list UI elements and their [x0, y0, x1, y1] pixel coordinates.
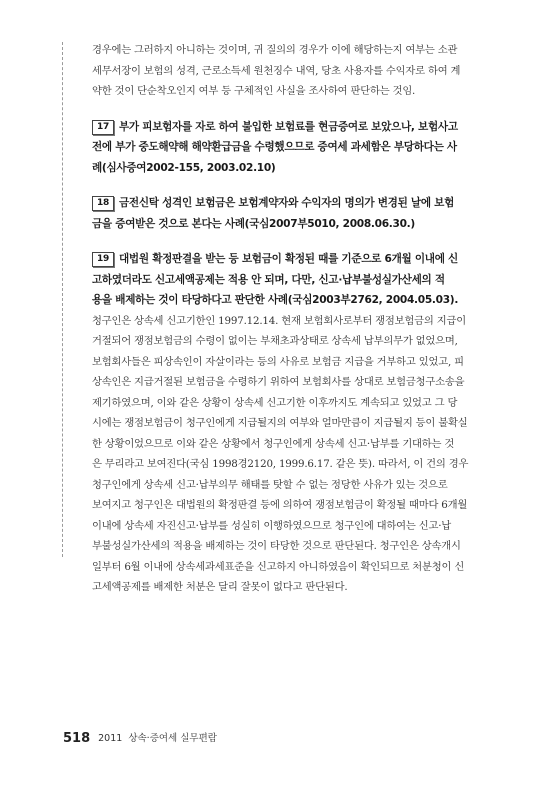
heading-line: 금을 증여받은 것으로 본다는 사례(국심2007부5010, 2008.06.30.): [92, 217, 415, 230]
heading-line: 례(심사증여2002-155, 2003.02.10): [92, 161, 276, 174]
text-line: 상속인은 지급거절된 보험금을 수령하기 위하여 보험회사를 상대로 보험금청구소송을: [92, 376, 465, 388]
text-line: 제기하였으며, 이와 같은 상황이 상속세 신고기한 이후까지도 계속되고 있었고 그 당: [92, 396, 458, 409]
heading-line: 전에 부가 중도해약해 해약환급금을 수령했으므로 증여세 과세함은 부당하다는 사: [92, 141, 457, 153]
case-18: [92, 193, 485, 234]
case-number-box: 17: [92, 120, 114, 135]
text-line: 경우에는 그러하지 아니하는 것이며, 귀 질의의 경우가 이에 해당하는지 여부는 소관: [92, 44, 458, 56]
case-heading: [92, 249, 485, 311]
page-number: 518: [63, 731, 91, 746]
case-number-box: 18: [92, 196, 114, 211]
heading-line: 19 대법원 확정판결을 받는 등 보험금이 확정된 때를 기준으로 6개월 이내에 신: [92, 249, 485, 270]
intro-paragraph: [92, 40, 485, 102]
text-line: 세무서장이 보험의 성격, 근로소득세 원천징수 내역, 당초 사용자를 수익자로 하여 계: [92, 64, 461, 77]
text-line: 약한 것이 단순착오인지 여부 등 구체적인 사실을 조사하여 판단하는 것임.: [92, 85, 416, 97]
case-heading: [92, 193, 485, 234]
text-line: 거절되어 쟁점보험금의 수령이 없이는 부채초과상태로 상속세 납부의무가 없었으며,: [92, 335, 458, 347]
text-line: 한 상황이었으므로 이와 같은 상황에서 청구인에게 상속세 신고·납부를 기대하는 것: [92, 437, 455, 450]
text-line: 시에는 쟁점보험금이 청구인에게 지급될지의 여부와 얼마만큼이 지급될지 등이 불확실: [92, 417, 468, 429]
case-body-paragraph: [92, 311, 485, 598]
text-line: 보험회사들은 피상속인이 자살이라는 등의 사유로 보험금 지급을 거부하고 있었고, 피: [92, 355, 464, 368]
margin-dashed-rule: [62, 42, 63, 557]
heading-line: 용을 배제하는 것이 타당하다고 판단한 사례(국심2003부2762, 2004.05.03).: [92, 294, 459, 306]
case-17: [92, 117, 485, 179]
case-19: [92, 249, 485, 598]
case-number-box: 19: [92, 252, 114, 267]
page-footer: [63, 730, 217, 746]
footer-year: 2011: [98, 733, 123, 744]
heading-line: 고하였더라도 신고세액공제는 적용 안 되며, 다만, 신고·납부불성실가산세의 적: [92, 273, 445, 286]
text-line: 청구인은 상속세 신고기한인 1997.12.14. 현재 보험회사로부터 쟁점보험금의 지급이: [92, 314, 466, 327]
text-line: 청구인에게 상속세 신고·납부의무 해태를 탓할 수 없는 정당한 사유가 있는 것으로: [92, 478, 448, 491]
text-line: 고세액공제를 배제한 처분은 달리 잘못이 없다고 판단된다.: [92, 581, 348, 593]
text-line: 은 무리라고 보여진다(국심 1998경2120, 1999.6.17. 같은 뜻). 따라서, 이 건의 경우: [92, 458, 469, 470]
text-line: 일부터 6월 이내에 상속세과세표준을 신고하지 아니하였음이 확인되므로 처분청이 신: [92, 560, 465, 573]
footer-book-title: 상속·증여세 실무편람: [128, 733, 217, 744]
text-line: 부불성실가산세의 적용을 배제하는 것이 타당한 것으로 판단된다. 청구인은 상속개시: [92, 540, 461, 552]
heading-line: 18 금전신탁 성격인 보험금은 보험계약자와 수익자의 명의가 변경된 날에 보험: [92, 193, 485, 214]
text-line: 이내에 상속세 자진신고·납부를 성실히 이행하였으므로 청구인에 대하여는 신고·납: [92, 519, 452, 532]
case-heading: [92, 117, 485, 179]
page-content: [92, 40, 485, 598]
text-line: 보여지고 청구인은 대법원의 확정판결 등에 의하여 쟁점보험금이 확정될 때마다 6개월: [92, 499, 468, 511]
heading-line: 17 부가 피보험자를 자로 하여 불입한 보험료를 현금증여로 보았으나, 보험사고: [92, 117, 485, 138]
